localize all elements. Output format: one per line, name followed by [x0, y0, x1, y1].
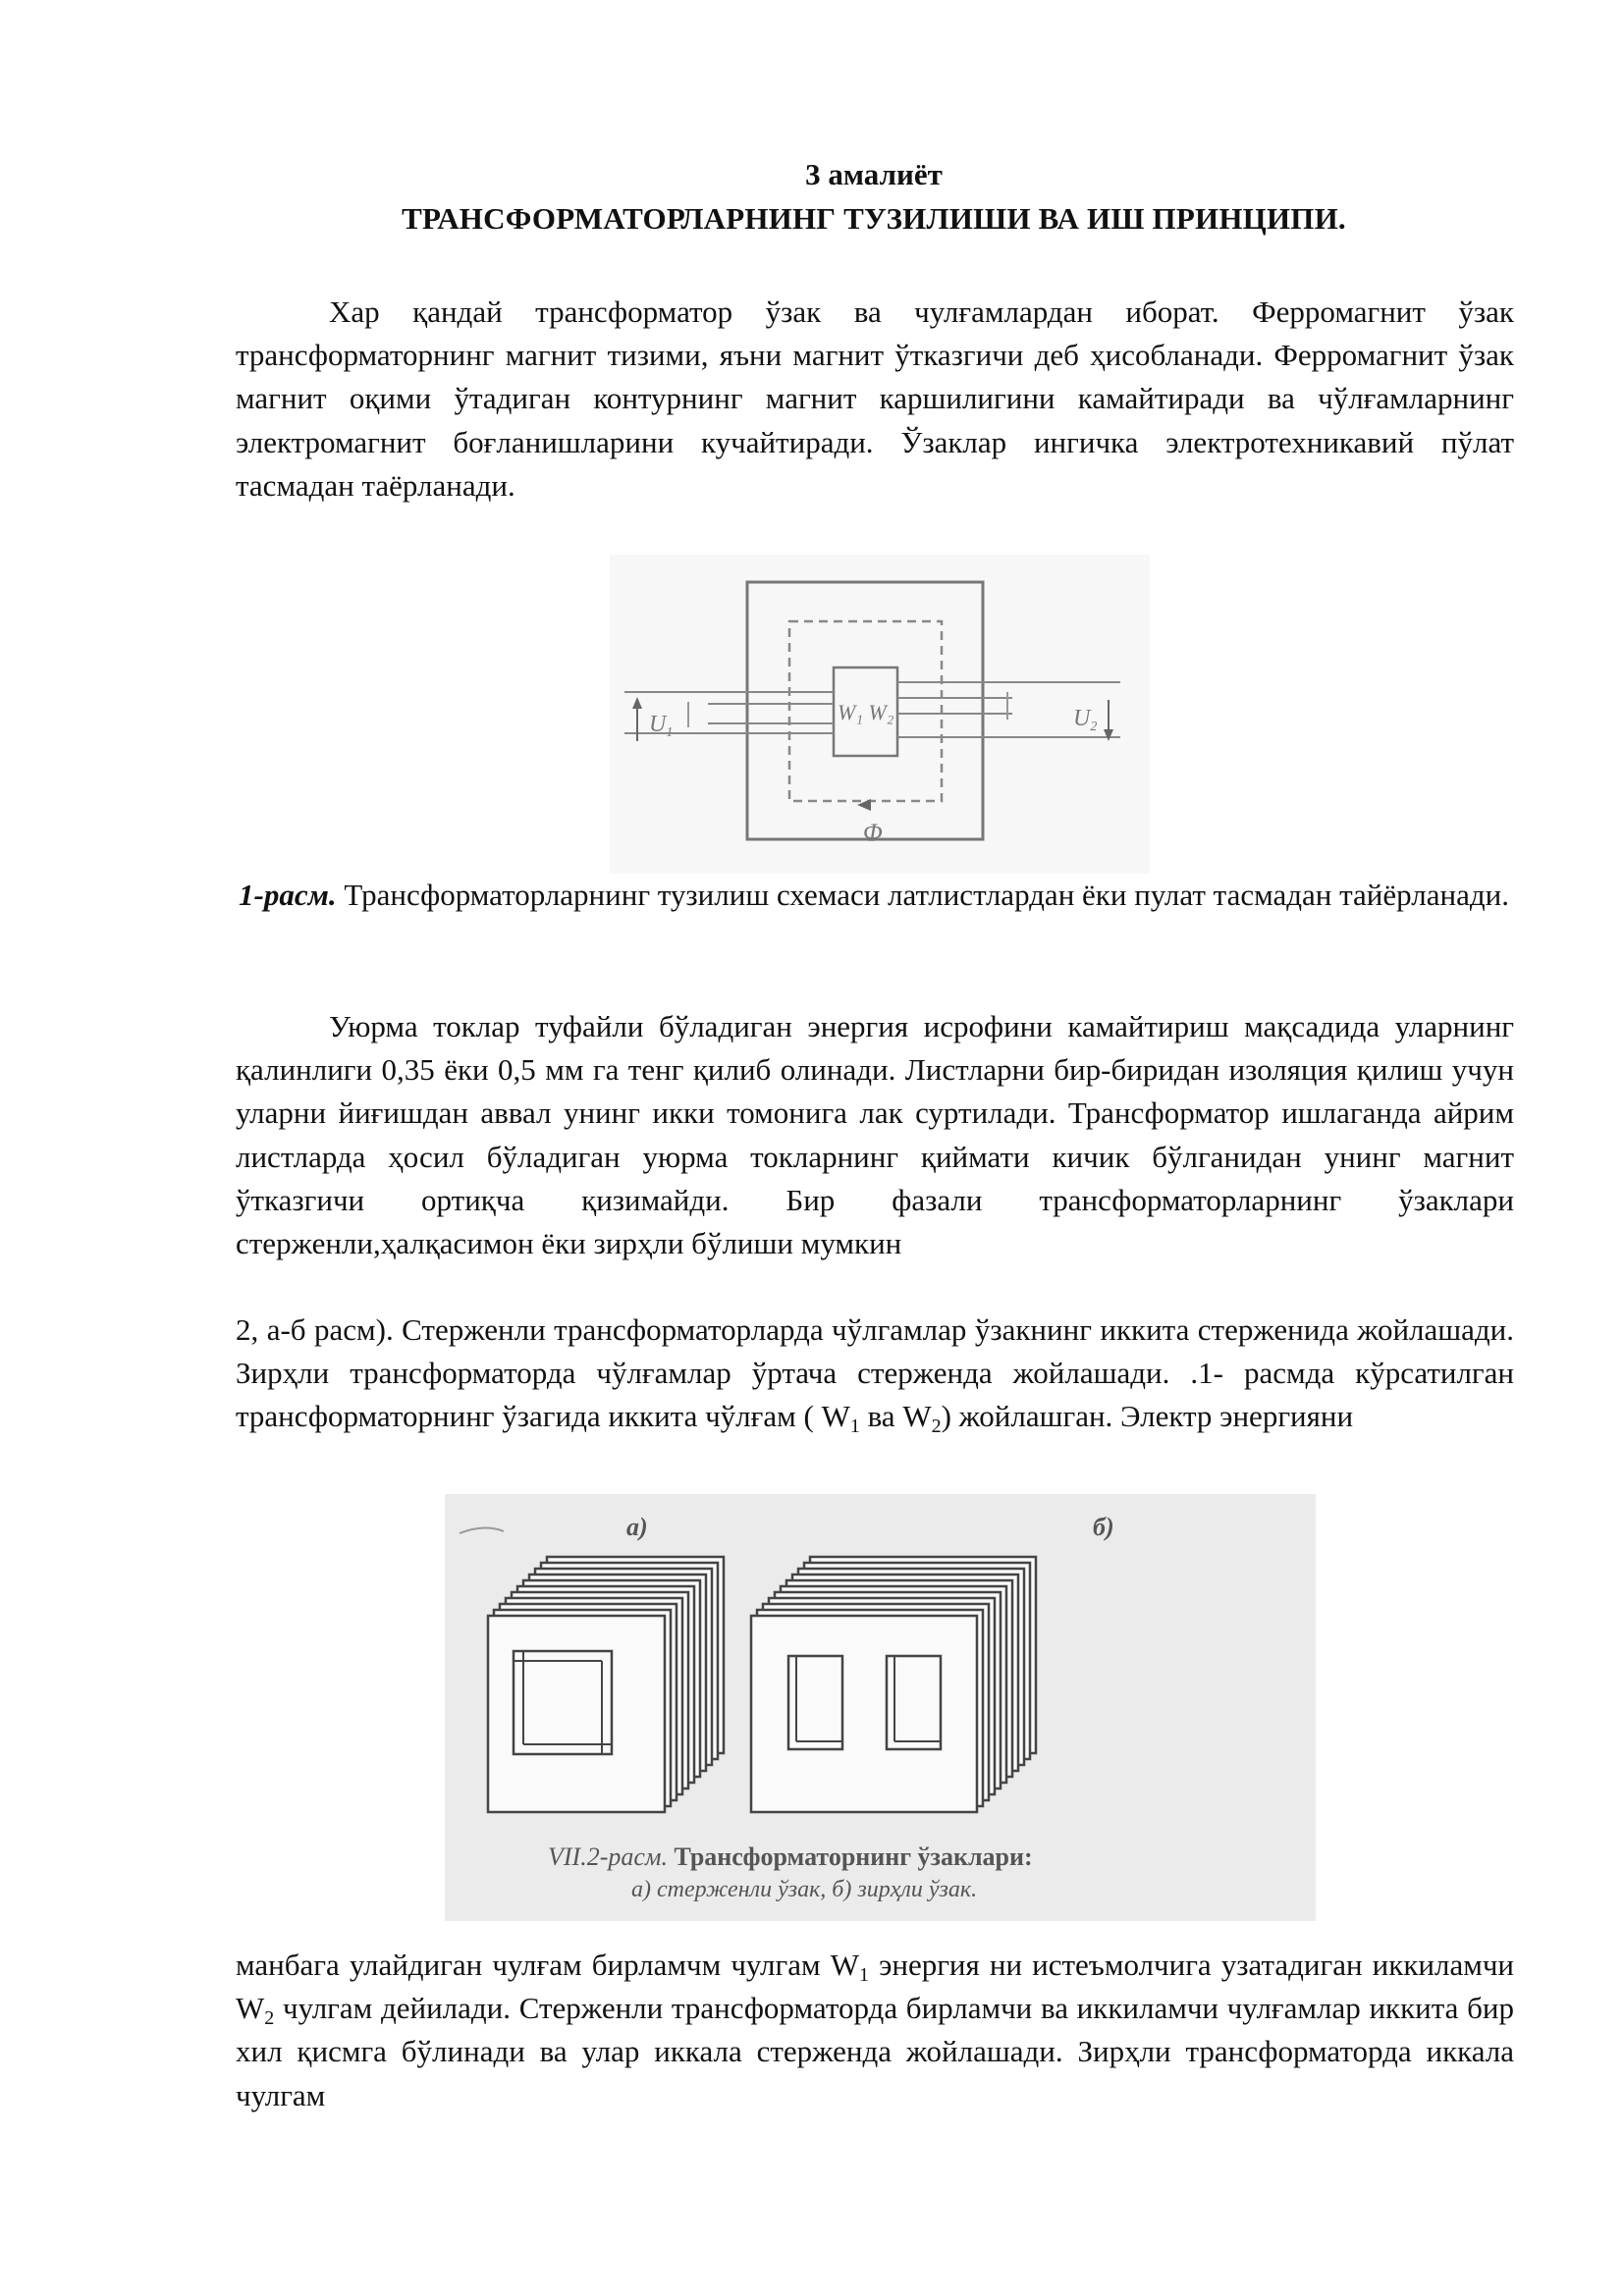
p4-text-a: манбага улайдиган чулғам бирламчм чулгам W — [236, 1948, 859, 1982]
label-flux: Φ — [863, 819, 883, 847]
core-type-a — [488, 1557, 724, 1812]
label-windings: W₁ W₂ — [838, 700, 894, 724]
label-u2: $U_2$ — [1073, 706, 1098, 734]
p4-subscript-2: 2 — [264, 2007, 275, 2030]
transformer-scheme-drawing — [610, 555, 1150, 874]
figure-transformer-scheme — [610, 555, 1150, 874]
core-type-b — [751, 1557, 1036, 1812]
p4-text-b: энергия ни истеъмолчига узатадиган иккиламчи W — [236, 1948, 1514, 2026]
label-b: б) — [1093, 1513, 1114, 1541]
figure-transformer-cores — [445, 1494, 1316, 1921]
practice-number: 3 амалиёт — [805, 157, 943, 191]
label-a: а) — [626, 1513, 648, 1541]
figure2-caption-line2: а) стерженли ўзак, б) зирҳли ўзак. — [631, 1877, 978, 1902]
paragraph-intro: Хар қандай трансформатор ўзак ва чулғамлардан иборат. Ферромагнит ўзак трансформаторнинг магнит тизими, яъни магнит ўтказгичи деб ҳисобланади. Ферромагнит ўзак магнит оқими ўтадиган контурнинг магнит каршилигини камайтиради ва чўлғамларнинг электромагнит боғланишларини кучайтиради. Ўзаклар ингичка электротехникавий пўлат тасмадан таёрланади. — [236, 294, 1514, 503]
figure1-caption-label: 1-расм. — [239, 878, 337, 912]
p4-text-c: чулгам дейилади. Стерженли трансформаторда бирламчи ва иккиламчи чулғамлар иккита бир хил қисмга бўлинади ва улар иккала стерженда жойлашади. Зирҳли трансформаторда иккала чулгам — [236, 1991, 1514, 2112]
p3-text-b: ва W — [859, 1399, 932, 1434]
scan-mark — [460, 1527, 504, 1533]
page-title: ТРАНСФОРМАТОРЛАРНИНГ ТУЗИЛИШИ ВА ИШ ПРИНЦИПИ. — [402, 201, 1346, 236]
voltage-u1-arrowhead — [632, 697, 642, 709]
p3-subscript-2: 2 — [931, 1415, 942, 1438]
label-u1: $U_1$ — [649, 712, 674, 740]
paragraph-eddy-currents: Уюрма токлар туфайли бўладиган энергия исрофини камайтириш мақсадида уларнинг қалинлиги 0,35 ёки 0,5 мм га тенг қилиб олинади. Листларни бир-биридан изоляция қилиш учун уларни йиғишдан аввал унинг икки томонига лак суртилади. Трансформатор ишлаганда айрим листларда ҳосил бўладиган уюрма токларнинг қиймати кичик бўлганидан унинг магнит ўтказгичи ортиқча қизимайди. Бир фазали трансформаторларнинг ўзаклари стерженли,ҳалқасимон ёки зирҳли бўлиши мумкин — [236, 1009, 1514, 1261]
paragraph-windings — [236, 1944, 1514, 2117]
figure2-caption-line1: VII.2-расм. Трансформаторнинг ўзаклари: — [548, 1842, 1033, 1871]
paragraph-core-types — [236, 1308, 1514, 1439]
p3-subscript-1: 1 — [849, 1415, 860, 1438]
figure1-caption-text: Трансформаторларнинг тузилиш схемаси латлистлардан ёки пулат тасмадан тайёрланади. — [336, 878, 1509, 912]
voltage-u2-arrowhead — [1104, 729, 1113, 741]
p3-text-a: 2, а-б расм). Стерженли трансформаторларда чўлгамлар ўзакнинг иккита стерженида жойлашади. Зирҳли трансформаторда чўлғамлар ўртача стерженда жойлашади. .1- расмда кўрсатилган трансформаторнинг ўзагида иккита чўлғам ( W — [236, 1312, 1514, 1434]
transformer-cores-drawing — [445, 1494, 1316, 1921]
figure1-caption — [236, 874, 1512, 917]
p4-subscript-1: 1 — [858, 1964, 869, 1986]
p3-text-c: ) жойлашган. Электр энергияни — [941, 1399, 1354, 1434]
